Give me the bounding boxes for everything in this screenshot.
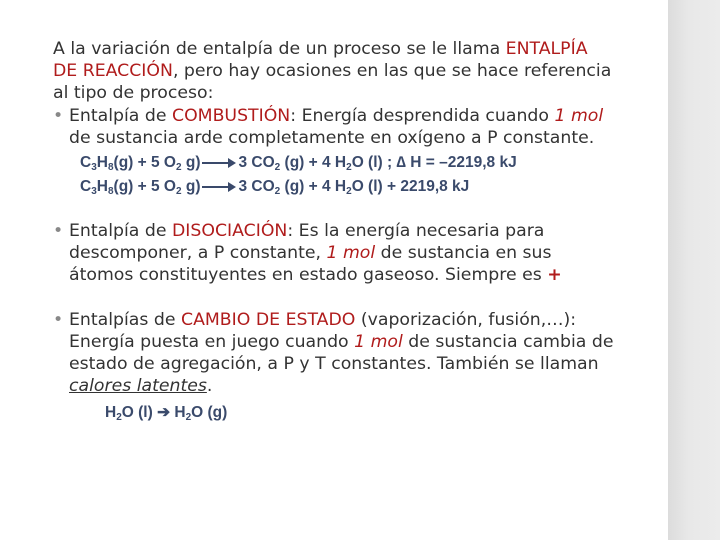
cambio-equation <box>105 401 653 424</box>
calores-latentes-term: calores latentes <box>69 376 207 397</box>
eq-sub: 2 <box>346 186 352 198</box>
text: descomponer, a P constante, <box>69 243 327 264</box>
eq-text: g) <box>181 154 201 172</box>
cambio-line-3 <box>53 353 653 375</box>
cambio-estado-term: CAMBIO DE ESTADO <box>181 309 356 330</box>
text: Entalpías de <box>69 309 181 330</box>
delta-icon: ∆ <box>396 154 406 172</box>
text: : Es la energía necesaria para <box>287 221 545 242</box>
intro-line-1 <box>53 38 653 60</box>
eq-sub: 2 <box>175 186 182 198</box>
cambio-line-4 <box>53 375 653 397</box>
text: de sustancia en sus <box>375 243 552 264</box>
eq-text: C <box>80 178 92 196</box>
text: Entalpía de <box>69 105 172 126</box>
eq-text: (g) + 5 O <box>113 178 176 196</box>
combustion-line-1 <box>53 105 653 127</box>
disociacion-line-1 <box>53 220 653 242</box>
text: estado de agregación, a P y T constantes. También se llaman <box>69 354 599 375</box>
eq-sub: 2 <box>116 412 122 424</box>
eq-text: O (g) <box>191 404 228 422</box>
eq-sub: 2 <box>175 162 182 174</box>
entalpia-term: ENTALPÍA <box>505 39 588 59</box>
slide-content <box>53 38 653 424</box>
disociacion-item <box>53 220 653 287</box>
eq-text: O (l) + 2219,8 kJ <box>351 178 470 196</box>
eq-text: 3 CO <box>238 178 275 196</box>
reaction-arrow-icon <box>202 182 236 192</box>
combustion-term: COMBUSTIÓN <box>172 105 291 126</box>
intro-text: , pero hay ocasiones en las que se hace referencia <box>172 61 612 82</box>
eq-text: H <box>96 154 108 172</box>
eq-text: C <box>80 154 92 172</box>
plus-sign: + <box>547 265 562 286</box>
cambio-line-2 <box>53 331 653 353</box>
bullet-icon: • <box>53 221 64 242</box>
combustion-equation-2 <box>80 175 653 198</box>
text: Energía puesta en juego cuando <box>69 331 355 352</box>
bullet-icon: • <box>53 105 64 126</box>
eq-text: H <box>170 404 186 422</box>
eq-sub: 2 <box>346 162 352 174</box>
intro-paragraph <box>53 38 653 105</box>
de-reaccion-term: DE REACCIÓN <box>53 61 173 82</box>
eq-text: H = –2219,8 kJ <box>405 154 517 172</box>
eq-sub: 3 <box>91 186 97 198</box>
eq-text: 3 CO <box>238 154 275 172</box>
intro-text: A la variación de entalpía de un proceso se le llama <box>53 39 506 59</box>
eq-sub: 2 <box>185 412 192 424</box>
text: de sustancia cambia de <box>402 331 614 352</box>
combustion-equation-1 <box>80 151 653 174</box>
intro-text: al tipo de proceso: <box>53 83 214 104</box>
eq-text: (g) + 4 H <box>280 154 347 172</box>
eq-text: O (l) <box>121 404 158 422</box>
eq-text: H <box>105 404 117 422</box>
eq-text: O (l) ; <box>351 154 397 172</box>
text: Entalpía de <box>69 221 172 242</box>
eq-text: g) <box>181 178 201 196</box>
mol-term: 1 mol <box>326 243 376 264</box>
disociacion-line-2 <box>53 242 653 264</box>
combustion-item <box>53 105 653 149</box>
combustion-line-2 <box>53 127 653 149</box>
mol-term: 1 mol <box>354 331 403 352</box>
decorative-side-band <box>668 0 720 540</box>
text: : Energía desprendida cuando <box>290 105 555 126</box>
eq-text: (g) + 5 O <box>113 154 176 172</box>
text: (vaporización, fusión,…): <box>355 309 577 330</box>
eq-sub: 2 <box>274 162 281 174</box>
eq-sub: 3 <box>91 162 97 174</box>
text: átomos constituyentes en estado gaseoso. Siempre es <box>69 265 548 286</box>
eq-text: H <box>96 178 108 196</box>
eq-sub: 8 <box>107 186 114 198</box>
cambio-estado-item <box>53 309 653 398</box>
intro-line-2 <box>53 60 653 82</box>
reaction-arrow-icon <box>202 158 236 168</box>
disociacion-term: DISOCIACIÓN <box>172 221 288 242</box>
disociacion-line-3 <box>53 264 653 286</box>
eq-text: (g) + 4 H <box>280 178 347 196</box>
eq-sub: 8 <box>107 162 114 174</box>
intro-line-3 <box>53 82 653 104</box>
text: de sustancia arde completamente en oxígeno a P constante. <box>69 127 595 148</box>
arrow-right-icon: ➔ <box>157 404 171 422</box>
eq-sub: 2 <box>274 186 281 198</box>
mol-term: 1 mol <box>554 105 604 126</box>
text: . <box>206 376 213 397</box>
bullet-icon: • <box>53 309 64 330</box>
cambio-line-1 <box>53 309 653 331</box>
